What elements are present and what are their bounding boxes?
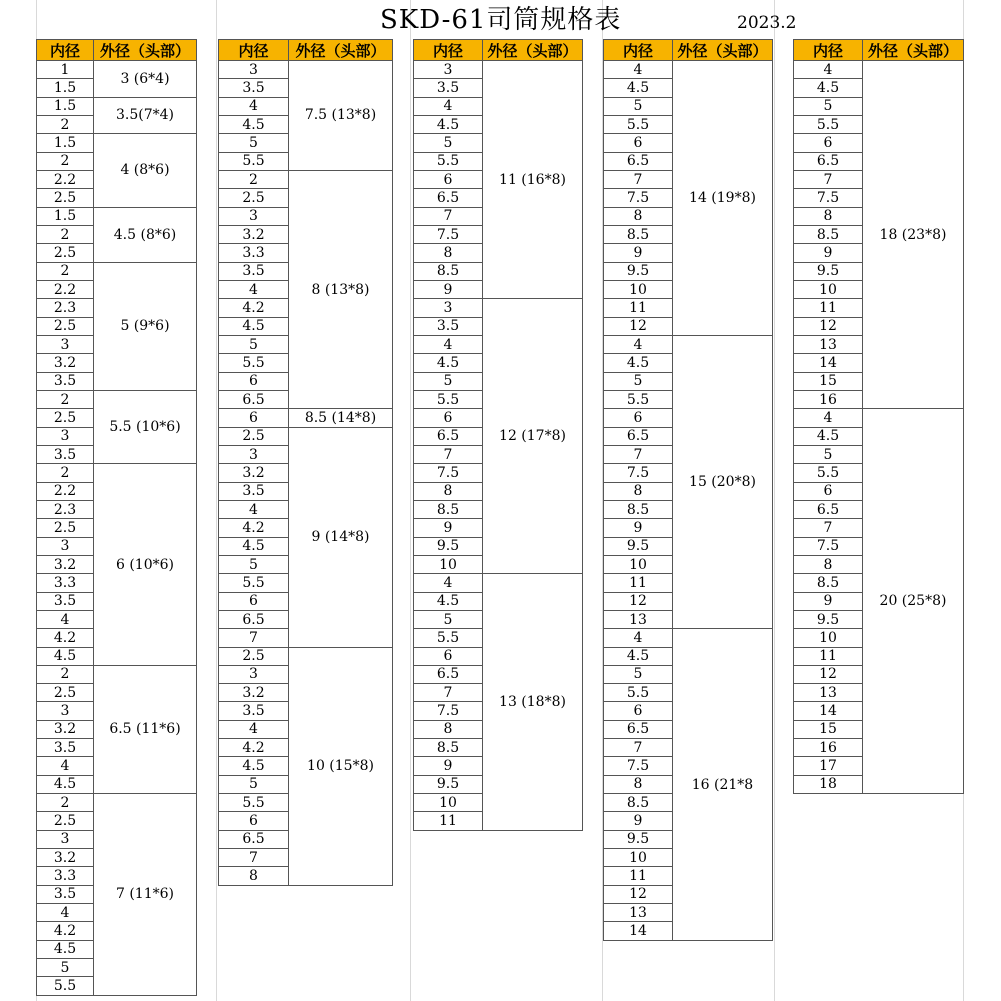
- inner-diameter-cell: 3.5: [37, 373, 94, 391]
- inner-diameter-cell: 8.5: [794, 574, 863, 592]
- inner-diameter-cell: 8: [794, 556, 863, 574]
- inner-diameter-cell: 6: [219, 409, 289, 427]
- inner-diameter-cell: 16: [794, 391, 863, 409]
- inner-diameter-cell: 4.5: [794, 79, 863, 97]
- inner-diameter-cell: 9: [414, 757, 483, 775]
- inner-diameter-cell: 8: [414, 244, 483, 262]
- inner-diameter-cell: 5.5: [37, 977, 94, 995]
- inner-diameter-cell: 3.5: [219, 79, 289, 97]
- inner-diameter-cell: 2: [37, 153, 94, 171]
- inner-diameter-cell: 5.5: [219, 794, 289, 812]
- inner-diameter-cell: 16: [794, 739, 863, 757]
- inner-diameter-cell: 14: [794, 354, 863, 372]
- outer-diameter-cell: 5 (9*6): [94, 263, 196, 391]
- spec-table-5: [793, 39, 964, 794]
- inner-diameter-cell: 2.5: [219, 428, 289, 446]
- inner-diameter-cell: 9.5: [414, 776, 483, 794]
- inner-diameter-cell: 4: [219, 721, 289, 739]
- inner-diameter-cell: 7: [414, 684, 483, 702]
- inner-diameter-cell: 4.5: [37, 941, 94, 959]
- inner-diameter-cell: 3.2: [219, 226, 289, 244]
- outer-diameter-cell: 8 (13*8): [289, 171, 392, 409]
- inner-diameter-cell: 7.5: [414, 702, 483, 720]
- inner-diameter-cell: 2.5: [37, 189, 94, 207]
- outer-diameter-cell: 20 (25*8): [863, 409, 963, 794]
- inner-diameter-cell: 9: [604, 244, 673, 262]
- inner-diameter-cell: 5.5: [604, 116, 673, 134]
- inner-diameter-cell: 9.5: [414, 538, 483, 556]
- inner-diameter-cell: 15: [794, 373, 863, 391]
- outer-diameter-cell: 7.5 (13*8): [289, 61, 392, 171]
- inner-diameter-cell: 5.5: [219, 153, 289, 171]
- inner-diameter-cell: 6: [794, 134, 863, 152]
- inner-diameter-cell: 4: [37, 611, 94, 629]
- inner-diameter-cell: 3.5: [219, 702, 289, 720]
- inner-diameter-cell: 3.2: [37, 354, 94, 372]
- inner-diameter-cell: 3: [219, 208, 289, 226]
- inner-diameter-cell: 13: [794, 684, 863, 702]
- inner-diameter-cell: 2: [37, 391, 94, 409]
- inner-diameter-cell: 4.5: [37, 648, 94, 666]
- inner-diameter-cell: 2: [219, 171, 289, 189]
- inner-diameter-cell: 3.3: [219, 244, 289, 262]
- inner-diameter-cell: 5: [604, 666, 673, 684]
- outer-diameter-cell: 6 (10*6): [94, 464, 196, 666]
- inner-diameter-cell: 11: [414, 812, 483, 830]
- inner-diameter-cell: 12: [604, 318, 673, 336]
- inner-diameter-cell: 9: [794, 244, 863, 262]
- outer-diameter-cell: 4.5 (8*6): [94, 208, 196, 263]
- outer-diameter-cell: 5.5 (10*6): [94, 391, 196, 464]
- outer-diameter-cell: 14 (19*8): [673, 61, 772, 336]
- spec-table-1: [36, 39, 197, 996]
- outer-diameter-cell: 8.5 (14*8): [289, 409, 392, 427]
- inner-diameter-cell: 5.5: [604, 684, 673, 702]
- outer-diameter-cell: 7 (11*6): [94, 794, 196, 996]
- inner-diameter-cell: 5.5: [414, 153, 483, 171]
- inner-diameter-cell: 15: [794, 721, 863, 739]
- inner-diameter-cell: 3: [414, 299, 483, 317]
- inner-diameter-cell: 3: [37, 702, 94, 720]
- outer-diameter-cell: 13 (18*8): [483, 574, 582, 831]
- inner-diameter-cell: 10: [794, 629, 863, 647]
- inner-diameter-cell: 6: [604, 134, 673, 152]
- inner-diameter-cell: 4: [414, 574, 483, 592]
- inner-diameter-cell: 8.5: [604, 794, 673, 812]
- inner-diameter-cell: 18: [794, 776, 863, 794]
- inner-diameter-cell: 5: [604, 98, 673, 116]
- inner-diameter-cell: 3.5: [37, 593, 94, 611]
- inner-diameter-cell: 13: [604, 611, 673, 629]
- inner-diameter-cell: 6: [604, 702, 673, 720]
- inner-diameter-cell: 3: [414, 61, 483, 79]
- inner-diameter-cell: 2.2: [37, 171, 94, 189]
- inner-diameter-cell: 6.5: [414, 189, 483, 207]
- inner-diameter-cell: 4: [219, 281, 289, 299]
- inner-diameter-cell: 7.5: [414, 226, 483, 244]
- inner-diameter-cell: 7.5: [604, 464, 673, 482]
- inner-diameter-cell: 11: [604, 574, 673, 592]
- inner-diameter-cell: 5: [219, 556, 289, 574]
- inner-diameter-cell: 1: [37, 61, 94, 79]
- inner-diameter-cell: 9: [794, 593, 863, 611]
- inner-diameter-cell: 5: [414, 134, 483, 152]
- page-title: SKD-61司筒规格表: [380, 5, 622, 35]
- inner-diameter-cell: 4.5: [414, 354, 483, 372]
- inner-diameter-cell: 17: [794, 757, 863, 775]
- inner-diameter-cell: 4: [37, 757, 94, 775]
- inner-diameter-cell: 8: [604, 483, 673, 501]
- inner-diameter-cell: 9.5: [604, 263, 673, 281]
- inner-diameter-cell: 7.5: [794, 538, 863, 556]
- outer-diameter-cell: 6.5 (11*6): [94, 666, 196, 794]
- inner-diameter-cell: 2: [37, 263, 94, 281]
- inner-diameter-cell: 4: [604, 61, 673, 79]
- inner-diameter-cell: 6.5: [604, 428, 673, 446]
- inner-diameter-cell: 3.2: [219, 684, 289, 702]
- header-outer-diameter: 外径（头部）: [295, 41, 386, 60]
- inner-diameter-cell: 11: [794, 648, 863, 666]
- outer-diameter-cell: 18 (23*8): [863, 61, 963, 409]
- inner-diameter-cell: 3: [37, 831, 94, 849]
- inner-diameter-cell: 10: [604, 556, 673, 574]
- inner-diameter-cell: 8: [604, 776, 673, 794]
- inner-diameter-cell: 5: [219, 134, 289, 152]
- inner-diameter-cell: 3: [37, 336, 94, 354]
- inner-diameter-cell: 2.5: [37, 318, 94, 336]
- inner-diameter-cell: 1.5: [37, 134, 94, 152]
- inner-diameter-cell: 2.5: [219, 648, 289, 666]
- inner-diameter-cell: 3.5: [37, 739, 94, 757]
- date-label: 2023.2: [737, 13, 797, 33]
- inner-diameter-cell: 13: [604, 904, 673, 922]
- inner-diameter-cell: 6.5: [794, 501, 863, 519]
- inner-diameter-cell: 5.5: [414, 391, 483, 409]
- inner-diameter-cell: 11: [604, 867, 673, 885]
- inner-diameter-cell: 4.5: [604, 79, 673, 97]
- inner-diameter-cell: 5.5: [794, 116, 863, 134]
- inner-diameter-cell: 3.5: [414, 79, 483, 97]
- inner-diameter-cell: 8.5: [414, 739, 483, 757]
- inner-diameter-cell: 4.2: [219, 299, 289, 317]
- inner-diameter-cell: 2.5: [37, 519, 94, 537]
- outer-diameter-cell: 16 (21*8: [673, 629, 772, 941]
- inner-diameter-cell: 9.5: [794, 263, 863, 281]
- inner-diameter-cell: 3.2: [37, 721, 94, 739]
- inner-diameter-cell: 9: [414, 519, 483, 537]
- inner-diameter-cell: 11: [794, 299, 863, 317]
- inner-diameter-cell: 6.5: [794, 153, 863, 171]
- inner-diameter-cell: 2.5: [37, 244, 94, 262]
- inner-diameter-cell: 4: [604, 336, 673, 354]
- inner-diameter-cell: 4.5: [219, 538, 289, 556]
- inner-diameter-cell: 4: [219, 98, 289, 116]
- inner-diameter-cell: 8: [604, 208, 673, 226]
- inner-diameter-cell: 4.2: [219, 739, 289, 757]
- outer-diameter-cell: 4 (8*6): [94, 134, 196, 207]
- inner-diameter-cell: 5: [414, 611, 483, 629]
- inner-diameter-cell: 10: [604, 281, 673, 299]
- inner-diameter-cell: 7: [414, 446, 483, 464]
- header-outer-diameter: 外径（头部）: [867, 41, 958, 60]
- spec-table-3: [413, 39, 583, 831]
- inner-diameter-cell: 3: [219, 61, 289, 79]
- inner-diameter-cell: 2.2: [37, 281, 94, 299]
- inner-diameter-cell: 6.5: [604, 721, 673, 739]
- inner-diameter-cell: 7: [604, 446, 673, 464]
- inner-diameter-cell: 6: [219, 812, 289, 830]
- inner-diameter-cell: 4.2: [37, 922, 94, 940]
- inner-diameter-cell: 4: [37, 904, 94, 922]
- inner-diameter-cell: 6.5: [219, 391, 289, 409]
- inner-diameter-cell: 2: [37, 464, 94, 482]
- inner-diameter-cell: 5.5: [794, 464, 863, 482]
- inner-diameter-cell: 7.5: [604, 757, 673, 775]
- inner-diameter-cell: 4.5: [219, 318, 289, 336]
- inner-diameter-cell: 4: [414, 336, 483, 354]
- inner-diameter-cell: 2.5: [219, 189, 289, 207]
- inner-diameter-cell: 5: [37, 959, 94, 977]
- spec-table-4: [603, 39, 773, 941]
- spec-table-2: [218, 39, 393, 886]
- header-inner-diameter: 内径: [414, 40, 483, 60]
- inner-diameter-cell: 4: [219, 501, 289, 519]
- inner-diameter-cell: 2: [37, 116, 94, 134]
- header-outer-diameter: 外径（头部）: [487, 41, 578, 60]
- inner-diameter-cell: 2.3: [37, 501, 94, 519]
- inner-diameter-cell: 6: [414, 409, 483, 427]
- inner-diameter-cell: 6: [604, 409, 673, 427]
- inner-diameter-cell: 5: [604, 373, 673, 391]
- inner-diameter-cell: 5.5: [414, 629, 483, 647]
- inner-diameter-cell: 5: [794, 98, 863, 116]
- inner-diameter-cell: 6: [414, 648, 483, 666]
- inner-diameter-cell: 5: [794, 446, 863, 464]
- inner-diameter-cell: 6.5: [414, 666, 483, 684]
- inner-diameter-cell: 9: [604, 519, 673, 537]
- inner-diameter-cell: 5: [219, 776, 289, 794]
- inner-diameter-cell: 6.5: [219, 611, 289, 629]
- inner-diameter-cell: 6.5: [219, 831, 289, 849]
- inner-diameter-cell: 3.3: [37, 574, 94, 592]
- inner-diameter-cell: 6.5: [414, 428, 483, 446]
- header-inner-diameter: 内径: [794, 40, 863, 60]
- inner-diameter-cell: 4.5: [604, 648, 673, 666]
- inner-diameter-cell: 8: [414, 721, 483, 739]
- inner-diameter-cell: 4: [414, 98, 483, 116]
- inner-diameter-cell: 4: [794, 61, 863, 79]
- inner-diameter-cell: 4.5: [794, 428, 863, 446]
- inner-diameter-cell: 7.5: [794, 189, 863, 207]
- inner-diameter-cell: 7.5: [604, 189, 673, 207]
- inner-diameter-cell: 4.5: [414, 116, 483, 134]
- inner-diameter-cell: 6: [219, 593, 289, 611]
- inner-diameter-cell: 2.5: [37, 409, 94, 427]
- outer-diameter-cell: 3 (6*4): [94, 61, 196, 98]
- header-inner-diameter: 内径: [604, 40, 673, 60]
- inner-diameter-cell: 3.2: [37, 556, 94, 574]
- inner-diameter-cell: 8.5: [604, 226, 673, 244]
- inner-diameter-cell: 8: [794, 208, 863, 226]
- inner-diameter-cell: 5.5: [219, 354, 289, 372]
- inner-diameter-cell: 4: [794, 409, 863, 427]
- inner-diameter-cell: 7: [219, 849, 289, 867]
- inner-diameter-cell: 13: [794, 336, 863, 354]
- inner-diameter-cell: 6: [794, 483, 863, 501]
- inner-diameter-cell: 6.5: [604, 153, 673, 171]
- outer-diameter-cell: 15 (20*8): [673, 336, 772, 629]
- inner-diameter-cell: 2.2: [37, 483, 94, 501]
- inner-diameter-cell: 5.5: [219, 574, 289, 592]
- inner-diameter-cell: 3.5: [414, 318, 483, 336]
- inner-diameter-cell: 9: [414, 281, 483, 299]
- inner-diameter-cell: 8.5: [794, 226, 863, 244]
- header-inner-diameter: 内径: [219, 40, 289, 60]
- outer-diameter-cell: 12 (17*8): [483, 299, 582, 574]
- inner-diameter-cell: 9.5: [604, 831, 673, 849]
- inner-diameter-cell: 11: [604, 299, 673, 317]
- inner-diameter-cell: 3: [219, 666, 289, 684]
- inner-diameter-cell: 8: [219, 867, 289, 885]
- inner-diameter-cell: 2: [37, 666, 94, 684]
- inner-diameter-cell: 3.5: [219, 483, 289, 501]
- header-inner-diameter: 内径: [37, 40, 94, 60]
- inner-diameter-cell: 8.5: [414, 263, 483, 281]
- inner-diameter-cell: 10: [794, 281, 863, 299]
- inner-diameter-cell: 7: [794, 171, 863, 189]
- inner-diameter-cell: 2: [37, 226, 94, 244]
- inner-diameter-cell: 3.5: [219, 263, 289, 281]
- inner-diameter-cell: 12: [794, 666, 863, 684]
- inner-diameter-cell: 3: [219, 446, 289, 464]
- inner-diameter-cell: 5.5: [604, 391, 673, 409]
- inner-diameter-cell: 12: [604, 593, 673, 611]
- inner-diameter-cell: 10: [414, 556, 483, 574]
- inner-diameter-cell: 4: [604, 629, 673, 647]
- inner-diameter-cell: 7: [794, 519, 863, 537]
- inner-diameter-cell: 4.5: [219, 116, 289, 134]
- header-outer-diameter: 外径（头部）: [677, 41, 768, 60]
- inner-diameter-cell: 6: [219, 373, 289, 391]
- inner-diameter-cell: 5: [219, 336, 289, 354]
- inner-diameter-cell: 4.2: [37, 629, 94, 647]
- outer-diameter-cell: 9 (14*8): [289, 428, 392, 648]
- inner-diameter-cell: 8.5: [414, 501, 483, 519]
- inner-diameter-cell: 10: [414, 794, 483, 812]
- inner-diameter-cell: 14: [794, 702, 863, 720]
- inner-diameter-cell: 4.5: [604, 354, 673, 372]
- inner-diameter-cell: 7: [219, 629, 289, 647]
- inner-diameter-cell: 3.2: [219, 464, 289, 482]
- inner-diameter-cell: 3.5: [37, 886, 94, 904]
- inner-diameter-cell: 7: [604, 739, 673, 757]
- inner-diameter-cell: 4.2: [219, 519, 289, 537]
- inner-diameter-cell: 10: [604, 849, 673, 867]
- inner-diameter-cell: 4.5: [219, 757, 289, 775]
- inner-diameter-cell: 2: [37, 794, 94, 812]
- inner-diameter-cell: 1.5: [37, 208, 94, 226]
- outer-diameter-cell: 11 (16*8): [483, 61, 582, 299]
- inner-diameter-cell: 6: [414, 171, 483, 189]
- inner-diameter-cell: 3.2: [37, 849, 94, 867]
- inner-diameter-cell: 5: [414, 373, 483, 391]
- inner-diameter-cell: 4.5: [37, 776, 94, 794]
- inner-diameter-cell: 9: [604, 812, 673, 830]
- inner-diameter-cell: 8.5: [604, 501, 673, 519]
- inner-diameter-cell: 2.3: [37, 299, 94, 317]
- inner-diameter-cell: 1.5: [37, 98, 94, 116]
- inner-diameter-cell: 7: [414, 208, 483, 226]
- inner-diameter-cell: 12: [604, 886, 673, 904]
- inner-diameter-cell: 9.5: [604, 538, 673, 556]
- inner-diameter-cell: 8: [414, 483, 483, 501]
- inner-diameter-cell: 12: [794, 318, 863, 336]
- inner-diameter-cell: 4.5: [414, 593, 483, 611]
- inner-diameter-cell: 3: [37, 428, 94, 446]
- inner-diameter-cell: 3: [37, 538, 94, 556]
- inner-diameter-cell: 9.5: [794, 611, 863, 629]
- inner-diameter-cell: 7.5: [414, 464, 483, 482]
- inner-diameter-cell: 2.5: [37, 812, 94, 830]
- inner-diameter-cell: 2.5: [37, 684, 94, 702]
- inner-diameter-cell: 7: [604, 171, 673, 189]
- inner-diameter-cell: 14: [604, 922, 673, 940]
- inner-diameter-cell: 3.3: [37, 867, 94, 885]
- outer-diameter-cell: 10 (15*8): [289, 648, 392, 886]
- inner-diameter-cell: 1.5: [37, 79, 94, 97]
- outer-diameter-cell: 3.5(7*4): [94, 98, 196, 135]
- inner-diameter-cell: 3.5: [37, 446, 94, 464]
- header-outer-diameter: 外径（头部）: [99, 41, 190, 60]
